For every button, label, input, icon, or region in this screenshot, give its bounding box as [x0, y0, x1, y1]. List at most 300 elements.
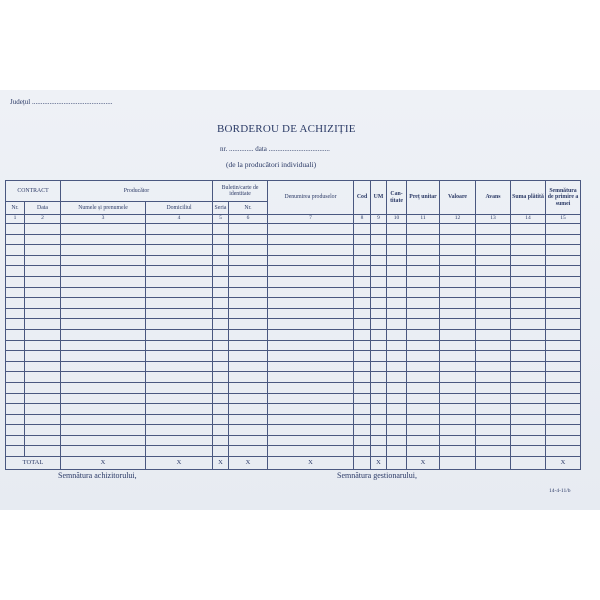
total-cell: [511, 457, 546, 470]
table-cell: [371, 404, 387, 415]
column-number: 8: [354, 215, 371, 224]
total-cell: [387, 457, 407, 470]
column-number: 10: [387, 215, 407, 224]
table-cell: [511, 414, 546, 425]
table-cell: [6, 287, 25, 298]
table-cell: [6, 245, 25, 256]
table-cell: [546, 340, 581, 351]
table-cell: [25, 382, 61, 393]
table-cell: [546, 329, 581, 340]
table-cell: [61, 340, 146, 351]
col-domiciliu: Domiciliul: [146, 202, 213, 215]
table-cell: [546, 425, 581, 436]
table-cell: [511, 351, 546, 362]
table-cell: [407, 340, 440, 351]
table-row: [6, 234, 581, 245]
table-cell: [476, 361, 511, 372]
table-cell: [440, 319, 476, 330]
table-cell: [213, 414, 229, 425]
number-date-line: nr. .............. data ...................................: [220, 145, 330, 153]
table-cell: [268, 372, 354, 383]
table-cell: [511, 393, 546, 404]
table-cell: [407, 404, 440, 415]
table-cell: [440, 287, 476, 298]
table-cell: [268, 446, 354, 457]
table-cell: [407, 234, 440, 245]
table-cell: [61, 255, 146, 266]
table-cell: [407, 372, 440, 383]
table-cell: [146, 298, 213, 309]
table-cell: [25, 361, 61, 372]
table-cell: [146, 276, 213, 287]
table-cell: [146, 266, 213, 277]
table-cell: [354, 245, 371, 256]
table-row: [6, 435, 581, 446]
table-cell: [440, 393, 476, 404]
table-cell: [146, 245, 213, 256]
col-cantitate: Can-titate: [387, 181, 407, 215]
table-cell: [25, 266, 61, 277]
table-cell: [546, 404, 581, 415]
table-cell: [354, 319, 371, 330]
table-cell: [61, 245, 146, 256]
table-cell: [354, 382, 371, 393]
table-cell: [511, 224, 546, 235]
table-cell: [546, 298, 581, 309]
table-cell: [213, 266, 229, 277]
table-cell: [371, 361, 387, 372]
table-cell: [387, 224, 407, 235]
table-cell: [476, 234, 511, 245]
table-cell: [25, 224, 61, 235]
table-cell: [213, 298, 229, 309]
table-row: [6, 372, 581, 383]
table-cell: [61, 266, 146, 277]
table-row: [6, 298, 581, 309]
contract-group-header: CONTRACT: [6, 181, 61, 202]
column-number: 9: [371, 215, 387, 224]
table-cell: [6, 372, 25, 383]
table-cell: [440, 298, 476, 309]
table-cell: [213, 340, 229, 351]
table-cell: [371, 340, 387, 351]
document-subtitle: (de la producători individuali): [226, 160, 317, 169]
table-cell: [546, 255, 581, 266]
table-cell: [371, 224, 387, 235]
table-cell: [387, 425, 407, 436]
table-cell: [146, 372, 213, 383]
table-cell: [476, 255, 511, 266]
table-cell: [371, 245, 387, 256]
column-number: 3: [61, 215, 146, 224]
table-cell: [25, 276, 61, 287]
table-cell: [387, 287, 407, 298]
table-cell: [371, 435, 387, 446]
column-number: 5: [213, 215, 229, 224]
table-row: [6, 425, 581, 436]
table-cell: [61, 276, 146, 287]
table-cell: [146, 435, 213, 446]
table-cell: [229, 435, 268, 446]
table-row: [6, 340, 581, 351]
table-cell: [268, 234, 354, 245]
table-cell: [213, 319, 229, 330]
table-cell: [229, 393, 268, 404]
table-cell: [476, 329, 511, 340]
table-cell: [407, 446, 440, 457]
table-cell: [25, 245, 61, 256]
table-cell: [6, 234, 25, 245]
table-cell: [229, 245, 268, 256]
table-cell: [476, 340, 511, 351]
table-cell: [268, 287, 354, 298]
table-cell: [546, 414, 581, 425]
acquisition-table: [5, 180, 581, 470]
table-cell: [6, 425, 25, 436]
table-cell: [268, 319, 354, 330]
table-cell: [387, 393, 407, 404]
table-cell: [387, 435, 407, 446]
table-cell: [25, 340, 61, 351]
table-cell: [440, 425, 476, 436]
table-cell: [354, 298, 371, 309]
table-cell: [213, 361, 229, 372]
table-cell: [213, 446, 229, 457]
table-cell: [387, 372, 407, 383]
table-cell: [146, 329, 213, 340]
table-cell: [146, 414, 213, 425]
table-cell: [371, 351, 387, 362]
table-cell: [146, 446, 213, 457]
table-cell: [354, 393, 371, 404]
table-cell: [61, 298, 146, 309]
table-cell: [354, 446, 371, 457]
table-cell: [213, 393, 229, 404]
table-cell: [476, 298, 511, 309]
table-cell: [371, 276, 387, 287]
table-cell: [407, 435, 440, 446]
table-cell: [476, 308, 511, 319]
column-number: 11: [407, 215, 440, 224]
table-cell: [268, 414, 354, 425]
table-cell: [476, 404, 511, 415]
judet-line: Județul ..............................................: [10, 98, 113, 106]
table-cell: [61, 224, 146, 235]
total-label: TOTAL: [6, 457, 61, 470]
table-cell: [25, 255, 61, 266]
column-number: 13: [476, 215, 511, 224]
table-cell: [371, 425, 387, 436]
table-cell: [440, 446, 476, 457]
table-cell: [387, 446, 407, 457]
table-row: [6, 414, 581, 425]
table-cell: [25, 446, 61, 457]
table-cell: [25, 393, 61, 404]
table-cell: [440, 404, 476, 415]
table-cell: [476, 446, 511, 457]
table-cell: [407, 393, 440, 404]
table-cell: [229, 382, 268, 393]
table-cell: [354, 361, 371, 372]
table-cell: [268, 308, 354, 319]
table-cell: [6, 255, 25, 266]
table-cell: [213, 382, 229, 393]
table-cell: [229, 298, 268, 309]
table-cell: [213, 372, 229, 383]
column-number: 14: [511, 215, 546, 224]
table-cell: [229, 319, 268, 330]
table-cell: [387, 319, 407, 330]
table-cell: [6, 266, 25, 277]
column-number: 4: [146, 215, 213, 224]
table-cell: [25, 351, 61, 362]
table-cell: [546, 446, 581, 457]
table-cell: [213, 435, 229, 446]
col-seria: Seria: [213, 202, 229, 215]
table-cell: [25, 287, 61, 298]
table-cell: [61, 319, 146, 330]
table-cell: [440, 340, 476, 351]
table-cell: [61, 404, 146, 415]
table-cell: [268, 393, 354, 404]
table-cell: [407, 319, 440, 330]
form-code: 14-4-11/b: [549, 488, 571, 494]
table-cell: [407, 329, 440, 340]
table-cell: [546, 382, 581, 393]
table-row: [6, 276, 581, 287]
table-cell: [354, 266, 371, 277]
total-mark: X: [407, 457, 440, 470]
table-cell: [387, 245, 407, 256]
table-cell: [387, 298, 407, 309]
table-cell: [61, 234, 146, 245]
table-cell: [25, 414, 61, 425]
table-cell: [229, 224, 268, 235]
table-cell: [146, 234, 213, 245]
table-cell: [213, 245, 229, 256]
table-cell: [6, 361, 25, 372]
table-cell: [476, 224, 511, 235]
table-row: [6, 245, 581, 256]
table-cell: [476, 245, 511, 256]
table-cell: [371, 266, 387, 277]
col-pret: Preț unitar: [407, 181, 440, 215]
table-cell: [371, 372, 387, 383]
table-cell: [476, 266, 511, 277]
table-cell: [213, 351, 229, 362]
table-cell: [387, 414, 407, 425]
table-cell: [213, 234, 229, 245]
col-nume: Numele și prenumele: [61, 202, 146, 215]
table-cell: [268, 276, 354, 287]
table-cell: [6, 393, 25, 404]
table-cell: [440, 308, 476, 319]
table-cell: [229, 425, 268, 436]
table-cell: [407, 425, 440, 436]
table-cell: [511, 329, 546, 340]
table-cell: [354, 340, 371, 351]
col-um: UM: [371, 181, 387, 215]
table-cell: [476, 393, 511, 404]
table-cell: [546, 234, 581, 245]
table-cell: [387, 276, 407, 287]
table-cell: [61, 372, 146, 383]
table-cell: [6, 351, 25, 362]
document-title: BORDEROU DE ACHIZIȚIE: [217, 123, 356, 135]
table-row: [6, 224, 581, 235]
table-body: [6, 224, 581, 457]
table-cell: [511, 255, 546, 266]
table-cell: [146, 319, 213, 330]
table-cell: [407, 245, 440, 256]
table-cell: [229, 372, 268, 383]
table-cell: [268, 425, 354, 436]
table-cell: [440, 245, 476, 256]
table-cell: [146, 404, 213, 415]
table-cell: [268, 404, 354, 415]
table-cell: [354, 435, 371, 446]
table-cell: [6, 340, 25, 351]
table-cell: [511, 287, 546, 298]
table-cell: [440, 224, 476, 235]
table-cell: [213, 287, 229, 298]
table-cell: [61, 425, 146, 436]
table-cell: [354, 351, 371, 362]
table-cell: [476, 372, 511, 383]
signature-manager-label: Semnătura gestionarului,: [337, 471, 417, 480]
table-cell: [268, 435, 354, 446]
table-cell: [25, 329, 61, 340]
table-cell: [229, 287, 268, 298]
table-row: [6, 287, 581, 298]
table-cell: [407, 414, 440, 425]
table-cell: [387, 234, 407, 245]
total-mark: X: [213, 457, 229, 470]
table-cell: [354, 287, 371, 298]
table-cell: [511, 446, 546, 457]
table-cell: [229, 446, 268, 457]
table-row: [6, 329, 581, 340]
table-cell: [6, 308, 25, 319]
table-row: [6, 266, 581, 277]
form-sheet: [0, 90, 600, 510]
table-cell: [476, 351, 511, 362]
table-cell: [371, 255, 387, 266]
table-cell: [354, 224, 371, 235]
table-cell: [476, 414, 511, 425]
table-cell: [511, 319, 546, 330]
table-cell: [407, 298, 440, 309]
table-cell: [511, 361, 546, 372]
total-mark: X: [61, 457, 146, 470]
table-cell: [546, 372, 581, 383]
table-cell: [25, 308, 61, 319]
column-number: 6: [229, 215, 268, 224]
table-cell: [146, 255, 213, 266]
table-cell: [268, 255, 354, 266]
table-row: [6, 361, 581, 372]
table-cell: [229, 414, 268, 425]
table-row: [6, 382, 581, 393]
table-cell: [213, 425, 229, 436]
table-row: [6, 404, 581, 415]
col-data: Data: [25, 202, 61, 215]
table-cell: [146, 361, 213, 372]
column-number: 15: [546, 215, 581, 224]
total-mark: X: [546, 457, 581, 470]
table-cell: [511, 298, 546, 309]
table-cell: [476, 435, 511, 446]
table-cell: [407, 382, 440, 393]
table-cell: [440, 329, 476, 340]
table-cell: [146, 393, 213, 404]
table-cell: [371, 382, 387, 393]
table-cell: [61, 435, 146, 446]
table-cell: [6, 319, 25, 330]
table-cell: [61, 308, 146, 319]
table-cell: [268, 351, 354, 362]
table-cell: [268, 266, 354, 277]
table-cell: [354, 234, 371, 245]
table-cell: [213, 329, 229, 340]
table-cell: [229, 361, 268, 372]
table-cell: [546, 393, 581, 404]
producator-group-header: Producător: [61, 181, 213, 202]
table-cell: [25, 319, 61, 330]
table-row: [6, 308, 581, 319]
table-cell: [268, 382, 354, 393]
table-cell: [6, 414, 25, 425]
table-cell: [229, 340, 268, 351]
col-nr: Nr.: [6, 202, 25, 215]
table-cell: [6, 382, 25, 393]
total-cell: [440, 457, 476, 470]
table-cell: [511, 276, 546, 287]
table-cell: [354, 255, 371, 266]
table-cell: [213, 308, 229, 319]
table-cell: [146, 425, 213, 436]
total-mark: X: [229, 457, 268, 470]
table-cell: [229, 234, 268, 245]
table-cell: [61, 393, 146, 404]
table-cell: [354, 372, 371, 383]
table-cell: [268, 298, 354, 309]
table-cell: [387, 255, 407, 266]
table-cell: [6, 298, 25, 309]
table-cell: [387, 329, 407, 340]
table-cell: [25, 234, 61, 245]
table-cell: [546, 245, 581, 256]
table-cell: [146, 308, 213, 319]
table-cell: [546, 308, 581, 319]
table-cell: [546, 287, 581, 298]
table-cell: [371, 234, 387, 245]
col-nr-buletin: Nr.: [229, 202, 268, 215]
table-cell: [25, 435, 61, 446]
table-cell: [371, 329, 387, 340]
table-cell: [407, 224, 440, 235]
table-cell: [511, 372, 546, 383]
table-cell: [268, 329, 354, 340]
table-cell: [440, 382, 476, 393]
table-cell: [146, 287, 213, 298]
table-cell: [440, 414, 476, 425]
table-cell: [6, 446, 25, 457]
col-semnatura: Semnătura de primire a sumei: [546, 181, 581, 215]
table-cell: [229, 329, 268, 340]
table-cell: [146, 382, 213, 393]
table-cell: [440, 372, 476, 383]
